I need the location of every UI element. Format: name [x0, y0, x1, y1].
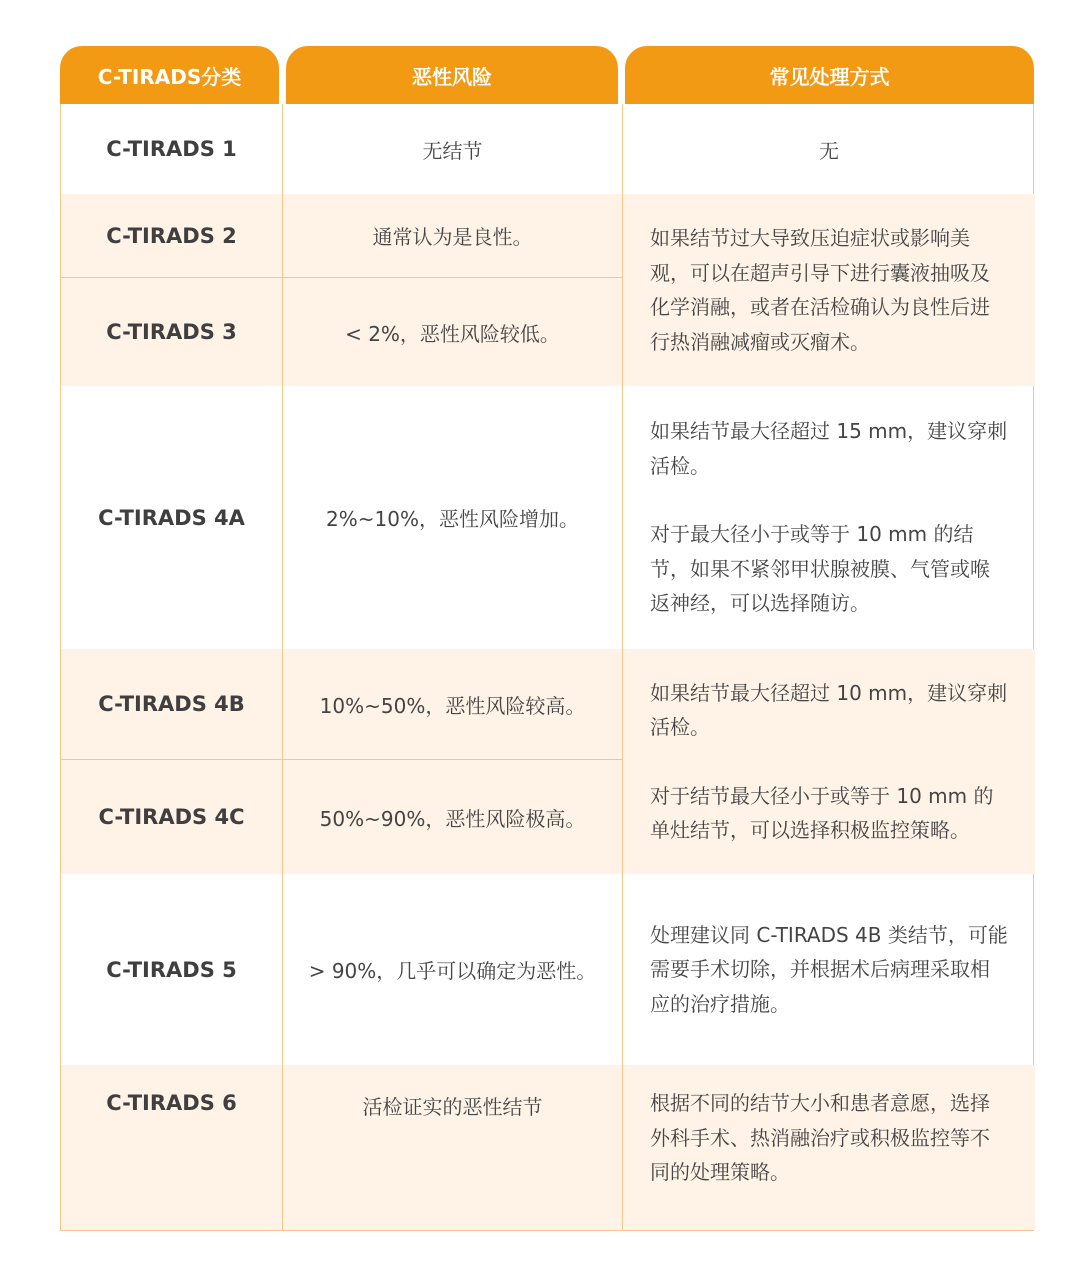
treatment-text: 对于最大径小于或等于 10 mm 的结节，如果不紧邻甲状腺被膜、气管或喉返神经，可以选择随访。 [650, 522, 990, 616]
treatment-text: 根据不同的结节大小和患者意愿，选择外科手术、热消融治疗或积极监控等不同的处理策略。 [650, 1091, 990, 1184]
cell-class: C-TIRADS 1 [61, 104, 283, 194]
treatment-text: 对于结节最大径小于或等于 10 mm 的单灶结节，可以选择积极监控策略。 [650, 783, 994, 842]
c-tirads-table [60, 104, 1034, 1231]
cell-treatment [623, 386, 1035, 649]
treatment-text: 如果结节过大导致压迫症状或影响美观，可以在超声引导下进行囊液抽吸及化学消融，或者在活检确认为良性后进行热消融减瘤或灭瘤术。 [650, 226, 990, 354]
cell-class: C-TIRADS 4C [61, 760, 283, 874]
cell-class: C-TIRADS 5 [61, 874, 283, 1065]
cell-treatment [623, 874, 1035, 1065]
treatment-text: 如果结节最大径超过 15 mm，建议穿刺活检。 [650, 419, 1008, 478]
cell-class: C-TIRADS 4B [61, 649, 283, 760]
cell-class: C-TIRADS 4A [61, 386, 283, 649]
cell-risk: 活检证实的恶性结节 [283, 1065, 623, 1230]
cell-class: C-TIRADS 6 [61, 1065, 283, 1230]
header-malignancy-risk: 恶性风险 [286, 46, 618, 104]
header-treatment: 常见处理方式 [625, 46, 1034, 104]
cell-risk: 无结节 [283, 104, 623, 194]
cell-risk: 通常认为是良性。 [283, 194, 623, 278]
cell-treatment [623, 649, 1035, 874]
cell-risk: < 2%，恶性风险较低。 [283, 278, 623, 386]
cell-risk: 2%~10%，恶性风险增加。 [283, 386, 623, 649]
cell-class: C-TIRADS 2 [61, 194, 283, 278]
cell-treatment: 无 [819, 138, 839, 163]
cell-risk: > 90%，几乎可以确定为恶性。 [283, 874, 623, 1065]
cell-treatment [623, 194, 1035, 386]
header-classification: C-TIRADS分类 [60, 46, 279, 104]
cell-class: C-TIRADS 3 [61, 278, 283, 386]
treatment-text: 处理建议同 C-TIRADS 4B 类结节，可能需要手术切除，并根据术后病理采取相应的治疗措施。 [650, 922, 1008, 1016]
treatment-text: 如果结节最大径超过 10 mm，建议穿刺活检。 [650, 680, 1008, 739]
cell-risk: 50%~90%，恶性风险极高。 [283, 760, 623, 874]
cell-treatment [623, 1065, 1035, 1230]
cell-risk: 10%~50%，恶性风险较高。 [283, 649, 623, 760]
